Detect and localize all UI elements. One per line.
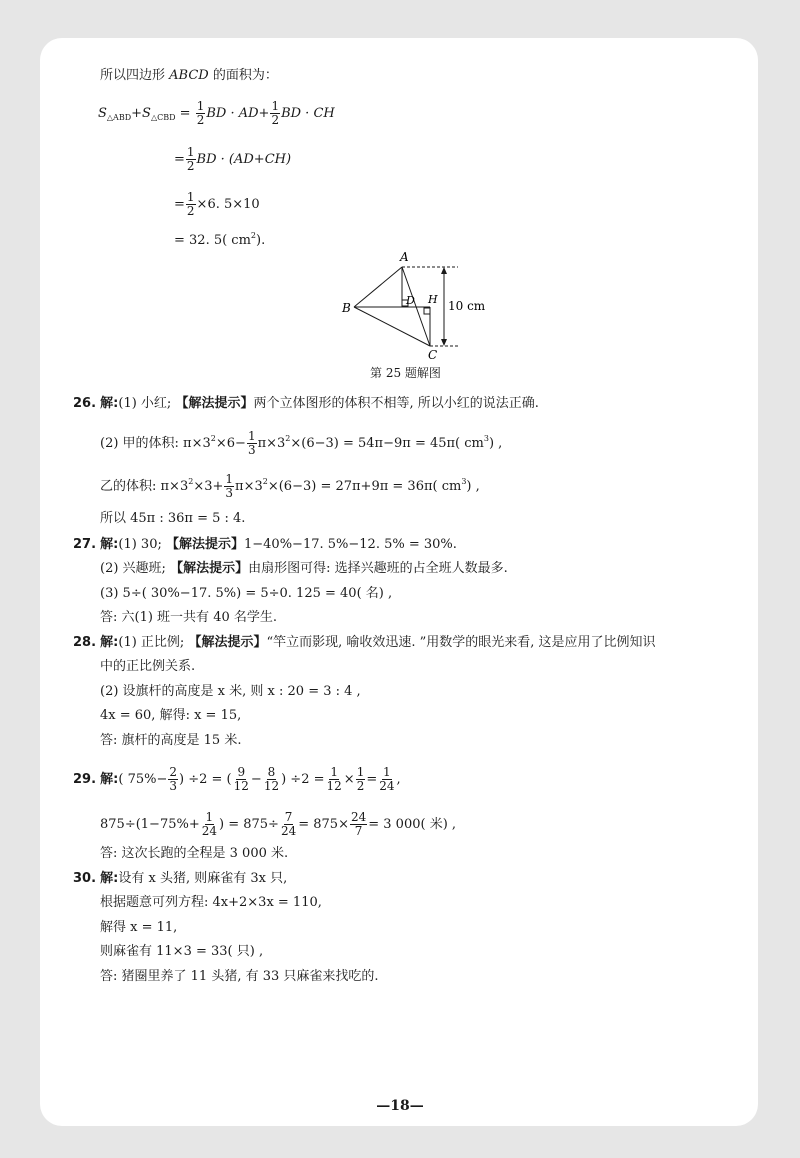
figure-caption: 第 25 题解图	[370, 366, 441, 380]
p28-line5: 答: 旗杆的高度是 15 米.	[100, 733, 242, 748]
p26-line4: 所以 45π : 36π = 5 : 4.	[100, 511, 246, 526]
label-length: 10 cm	[448, 299, 486, 313]
p27-line3: (3) 5÷( 30%−17. 5%) = 5÷0. 125 = 40( 名) ,	[100, 586, 393, 601]
p25-formula-row2: = $\frac{1}{2}$ BD · (AD+CH)	[174, 145, 292, 173]
p29-line3: 答: 这次长跑的全程是 3 000 米.	[100, 846, 289, 861]
p26-line1: 26. 解:(1) 小红; 【解法提示】两个立体图形的体积不相等, 所以小红的说法正确.	[73, 396, 539, 411]
label-a: A	[400, 250, 409, 264]
p29-line2: 875÷(1−75%+ $\frac{1}{24}$ ) = 875÷ $\frac{7}{24}$ = 875× $\frac{24}{7}$ = 3 000( 米) ,	[100, 810, 457, 838]
p26-line2: (2) 甲的体积: $\pi\times 3^2\times 6-$ $\frac{1}{3}$ $\pi\times 3^2\times(6-3) = 54\pi-9\pi = 45\pi$( $cm^3$) ,	[100, 429, 503, 457]
page-number: —18—	[376, 1098, 424, 1114]
label-d: D	[406, 294, 415, 307]
p26-line3: 乙的体积: $\pi\times 3^2\times 3+$ $\frac{1}{3}$ $\pi\times 3^2\times(6-3) = 27\pi+9\pi = 36\pi$( $cm^3$) ,	[100, 472, 480, 500]
p27-line2: (2) 兴趣班; 【解法提示】由扇形图可得: 选择兴趣班的占全班人数最多.	[100, 561, 508, 576]
p28-line2: 中的正比例关系.	[100, 659, 196, 674]
right-angle-h	[424, 308, 430, 314]
p28-line4: 4x = 60, 解得: x = 15,	[100, 708, 242, 723]
p30-line1: 30. 解:设有 x 头猪, 则麻雀有 3x 只,	[73, 871, 288, 886]
p28-line1: 28. 解:(1) 正比例; 【解法提示】“竿立而影现, 喻收效迅速. ”用数学的眼光来看, 这是应用了比例知识	[73, 635, 656, 650]
label-h: H	[428, 293, 438, 306]
p25-formula-row1: $S_{\triangle ABD}+S_{\triangle CBD}$ = $\frac{1}{2}$ BD · AD+ $\frac{1}{2}$ BD · CH	[98, 99, 335, 127]
p27-line4: 答: 六(1) 班一共有 40 名学生.	[100, 610, 277, 625]
p30-line3: 解得 x = 11,	[100, 920, 178, 935]
p25-figure	[330, 248, 500, 362]
label-c: C	[428, 348, 438, 362]
label-b: B	[342, 301, 351, 315]
page-sheet	[40, 38, 758, 1126]
p25-intro: 所以四边形 ABCD 的面积为：	[100, 68, 278, 83]
arrow-up-icon	[441, 267, 447, 274]
p30-line2: 根据题意可列方程: 4x+2×3x = 110,	[100, 895, 322, 910]
p27-line1: 27. 解:(1) 30; 【解法提示】1−40%−17. 5%−12. 5% = 30%.	[73, 537, 457, 552]
segment-ba	[354, 267, 402, 307]
p28-line3: (2) 设旗杆的高度是 x 米, 则 x : 20 = 3 : 4 ,	[100, 684, 361, 699]
p30-line5: 答: 猪圈里养了 11 头猪, 有 33 只麻雀来找吃的.	[100, 969, 379, 984]
p29-line1: 29. 解:( 75%− $\frac{2}{3}$ ) ÷2 = ( $\frac{9}{12}$ − $\frac{8}{12}$ ) ÷2 = $\frac{1}{12}$ × $\frac{1}{2}$ = $\frac{1}{24}$ ,	[73, 765, 401, 793]
p25-formula-row4: = 32. 5( $cm^2$).	[174, 231, 266, 248]
p30-line4: 则麻雀有 11×3 = 33( 只) ,	[100, 944, 264, 959]
arrow-down-icon	[441, 339, 447, 346]
p25-formula-row3: = $\frac{1}{2}$ ×6. 5×10	[174, 190, 260, 218]
